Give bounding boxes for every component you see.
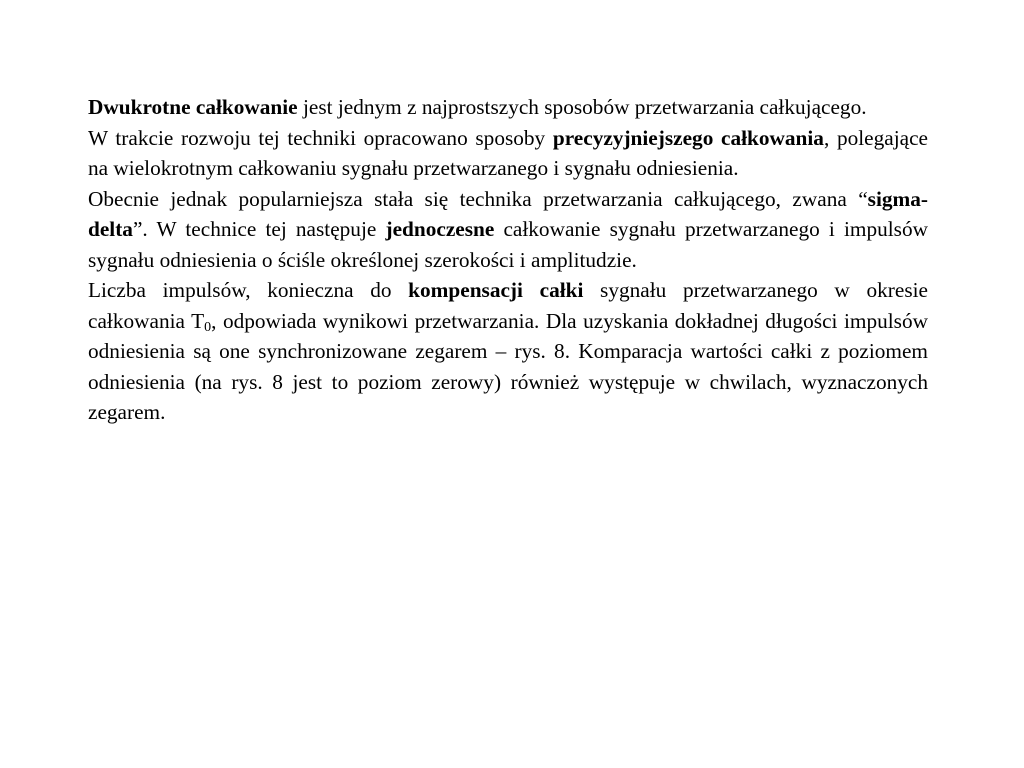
text: Obecnie jednak popularniejsza stała się technika przetwarzania całkującego, zwana “ xyxy=(88,186,868,211)
paragraph-kompensacja-calki xyxy=(88,275,928,428)
text: całkowanie sygnału przetwarzanego i impulsów sygnału odniesienia o ściśle określonej szerokości i amplitudzie. xyxy=(88,217,928,272)
text: , odpowiada wynikowi przetwarzania. Dla uzyskania dokładnej długości impulsów odniesienia są one synchronizowane zegarem – rys. 8. Komparacja wartości całki z poziomem odniesienia (na rys. 8 jest to poziom zerowy) również występuje w chwilach, wyznaczonych zegarem. xyxy=(88,308,928,424)
text: sygnału przetwarzanego w okresie całkowania T xyxy=(88,278,928,333)
term-sigma-delta: sigma-delta xyxy=(88,186,928,241)
text: W trakcie rozwoju tej techniki opracowano sposoby xyxy=(88,125,553,150)
term-dwukrotne-calkowanie: Dwukrotne całkowanie xyxy=(88,95,298,119)
text: ”. W technice tej następuje xyxy=(132,217,386,241)
paragraph-sigma-delta xyxy=(88,184,928,276)
paragraph-dwukrotne-calkowanie xyxy=(88,92,928,123)
text: Liczba impulsów, konieczna do xyxy=(88,278,409,302)
term-jednoczesne: jednoczesne xyxy=(385,217,495,241)
subscript-zero: 0 xyxy=(204,319,212,335)
text: , polegające na wielokrotnym całkowaniu sygnału przetwarzanego i sygnału odniesienia. xyxy=(88,125,929,180)
term-precyzyjniejszego-calkowania: precyzyjniejszego całkowania xyxy=(552,125,824,150)
slide-text-body xyxy=(88,92,928,428)
term-kompensacji-calki: kompensacji całki xyxy=(408,278,584,302)
text: jest jednym z najprostszych sposobów przetwarzania całkującego. xyxy=(297,95,867,119)
paragraph-precyzyjniejsze-calkowanie xyxy=(88,123,928,184)
